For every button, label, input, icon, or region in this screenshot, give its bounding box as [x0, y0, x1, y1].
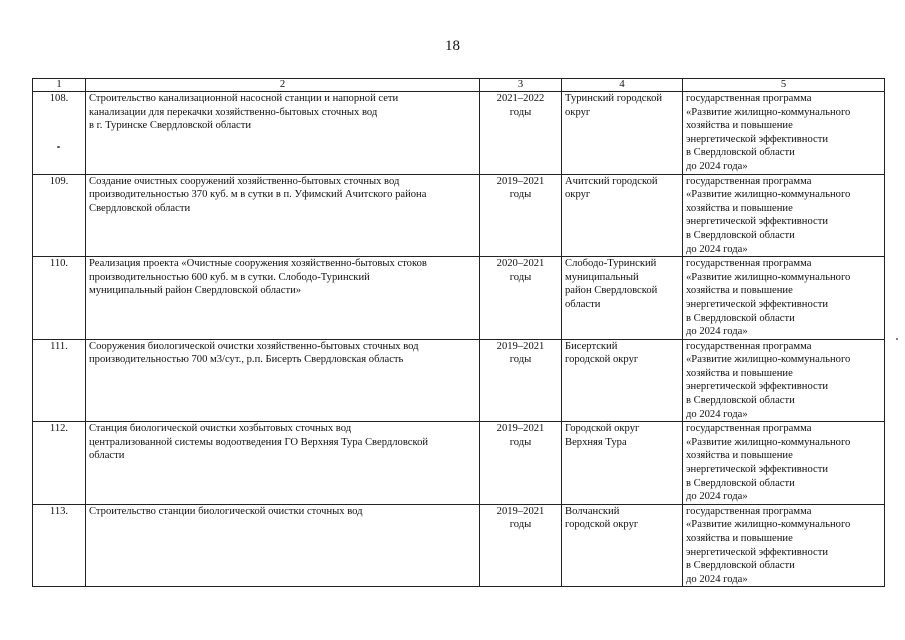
implementation-years — [480, 257, 562, 340]
column-header: 5 — [683, 79, 885, 92]
header-row — [33, 79, 885, 92]
state-program-line: энергетической эффективности — [686, 216, 829, 228]
row-number: 113. — [33, 504, 86, 587]
object-name-line: Строительство станции биологической очистки сточных вод — [89, 505, 363, 517]
municipality-line: Ачитский городской — [565, 175, 658, 187]
registry-table — [32, 78, 885, 587]
table-row — [33, 174, 885, 257]
municipality — [562, 174, 683, 257]
object-name — [86, 174, 480, 257]
column-header: 4 — [562, 79, 683, 92]
page-number: 18 — [445, 38, 460, 54]
column-header: 1 — [33, 79, 86, 92]
state-program-line: энергетической эффективности — [686, 298, 829, 310]
municipality-line: Волчанский — [565, 505, 620, 517]
table-row — [33, 339, 885, 422]
object-name-line: Строительство канализационной насосной станции и напорной сети — [89, 93, 399, 104]
object-name-line: производительностью 700 м3/сут., р.п. Бисерть Свердловская область — [89, 354, 404, 366]
state-program-line: государственная программа — [686, 175, 812, 187]
row-number: 112. — [33, 422, 86, 505]
state-program-line: энергетической эффективности — [686, 546, 829, 558]
municipality-line: округ — [565, 106, 591, 118]
state-program — [683, 339, 885, 422]
state-program-line: в Свердловской области — [686, 477, 795, 489]
state-program-line: государственная программа — [686, 258, 812, 270]
implementation-years — [480, 92, 562, 175]
state-program-line: хозяйства и повышение — [686, 533, 793, 544]
row-number: 108. — [33, 92, 86, 175]
object-name-line: централизованной системы водоотведения ГО Верхняя Тура Свердловской — [89, 436, 429, 448]
state-program-line: энергетической эффективности — [686, 381, 829, 393]
state-program-line: государственная программа — [686, 423, 812, 435]
object-name-line: Реализация проекта «Очистные сооружения хозяйственно-бытовых стоков — [89, 258, 427, 270]
implementation-years-line: 2019–2021 — [496, 340, 545, 352]
object-name-line: в г. Туринске Свердловской области — [89, 120, 252, 132]
state-program-line: в Свердловской области — [686, 395, 795, 407]
municipality-line: Слободо-Туринский — [565, 258, 657, 270]
implementation-years — [480, 504, 562, 587]
municipality-line: Бисертский — [565, 340, 618, 352]
state-program-line: «Развитие жилищно-коммунального — [686, 436, 851, 448]
municipality — [562, 257, 683, 340]
state-program-line: «Развитие жилищно-коммунального — [686, 271, 851, 283]
municipality — [562, 339, 683, 422]
implementation-years-line: 2021–2022 — [496, 93, 545, 104]
state-program-line: в Свердловской области — [686, 147, 795, 159]
state-program-line: в Свердловской области — [686, 312, 795, 324]
state-program — [683, 257, 885, 340]
municipality-line: муниципальный — [565, 271, 639, 283]
state-program-line: «Развитие жилищно-коммунального — [686, 519, 851, 531]
state-program-line: до 2024 года» — [686, 491, 748, 503]
implementation-years-line: 2020–2021 — [496, 258, 545, 270]
municipality-line: район Свердловской — [565, 285, 658, 297]
implementation-years-line: годы — [509, 106, 532, 118]
municipality-line: области — [565, 298, 601, 310]
object-name — [86, 504, 480, 587]
object-name — [86, 257, 480, 340]
object-name-line: производительностью 370 куб. м в сутки в п. Уфимский Ачитского района — [89, 189, 427, 201]
row-number: 109. — [33, 174, 86, 257]
implementation-years-line: годы — [509, 354, 532, 366]
object-name — [86, 339, 480, 422]
implementation-years-line: годы — [509, 436, 532, 448]
state-program-line: хозяйства и повышение — [686, 202, 793, 214]
state-program-line: до 2024 года» — [686, 573, 748, 585]
municipality — [562, 422, 683, 505]
implementation-years-line: годы — [509, 189, 532, 201]
object-name-line: канализации для перекачки хозяйственно-бытовых сточных вод — [89, 106, 378, 118]
municipality-line: Туринский городской — [565, 93, 663, 104]
scan-speck — [57, 146, 60, 148]
state-program-line: в Свердловской области — [686, 560, 795, 572]
state-program-line: хозяйства и повышение — [686, 367, 793, 379]
municipality-line: округ — [565, 189, 591, 201]
implementation-years-line: 2019–2021 — [496, 175, 545, 187]
implementation-years-line: годы — [509, 519, 532, 531]
column-header: 3 — [480, 79, 562, 92]
state-program-line: государственная программа — [686, 340, 812, 352]
state-program-line: хозяйства и повышение — [686, 120, 793, 132]
state-program-line: государственная программа — [686, 505, 812, 517]
implementation-years-line: 2019–2021 — [496, 423, 545, 435]
state-program-line: государственная программа — [686, 93, 812, 104]
state-program-line: до 2024 года» — [686, 160, 748, 172]
state-program-line: «Развитие жилищно-коммунального — [686, 106, 851, 118]
state-program-line: в Свердловской области — [686, 229, 795, 241]
state-program — [683, 92, 885, 175]
table-row — [33, 92, 885, 175]
municipality-line: Верхняя Тура — [565, 436, 627, 448]
column-header: 2 — [86, 79, 480, 92]
object-name — [86, 92, 480, 175]
object-name-line: муниципальный район Свердловской области» — [89, 285, 302, 297]
implementation-years — [480, 174, 562, 257]
state-program — [683, 422, 885, 505]
implementation-years-line: 2019–2021 — [496, 505, 545, 517]
municipality-line: городской округ — [565, 354, 639, 366]
object-name-line: Свердловской области — [89, 202, 191, 214]
row-number: 111. — [33, 339, 86, 422]
implementation-years — [480, 422, 562, 505]
object-name-line: производительностью 600 куб. м в сутки. Слободо-Туринский — [89, 271, 370, 283]
state-program-line: хозяйства и повышение — [686, 285, 793, 297]
state-program-line: до 2024 года» — [686, 408, 748, 420]
state-program-line: «Развитие жилищно-коммунального — [686, 189, 851, 201]
municipality-line: Городской округ — [565, 423, 640, 435]
municipality — [562, 504, 683, 587]
object-name — [86, 422, 480, 505]
table-row — [33, 422, 885, 505]
object-name-line: Сооружения биологической очистки хозяйственно-бытовых сточных вод — [89, 340, 419, 352]
state-program-line: хозяйства и повышение — [686, 450, 793, 462]
row-number: 110. — [33, 257, 86, 340]
municipality-line: городской округ — [565, 519, 639, 531]
object-name-line: Создание очистных сооружений хозяйственно-бытовых сточных вод — [89, 175, 400, 187]
state-program — [683, 504, 885, 587]
scan-speck — [896, 338, 898, 340]
table-row — [33, 257, 885, 340]
municipality — [562, 92, 683, 175]
state-program-line: энергетической эффективности — [686, 464, 829, 476]
implementation-years-line: годы — [509, 271, 532, 283]
state-program-line: «Развитие жилищно-коммунального — [686, 354, 851, 366]
state-program-line: до 2024 года» — [686, 243, 748, 255]
implementation-years — [480, 339, 562, 422]
state-program — [683, 174, 885, 257]
state-program-line: энергетической эффективности — [686, 133, 829, 145]
state-program-line: до 2024 года» — [686, 326, 748, 338]
object-name-line: области — [89, 450, 125, 462]
object-name-line: Станция биологической очистки хозбытовых сточных вод — [89, 423, 352, 435]
table-row — [33, 504, 885, 587]
